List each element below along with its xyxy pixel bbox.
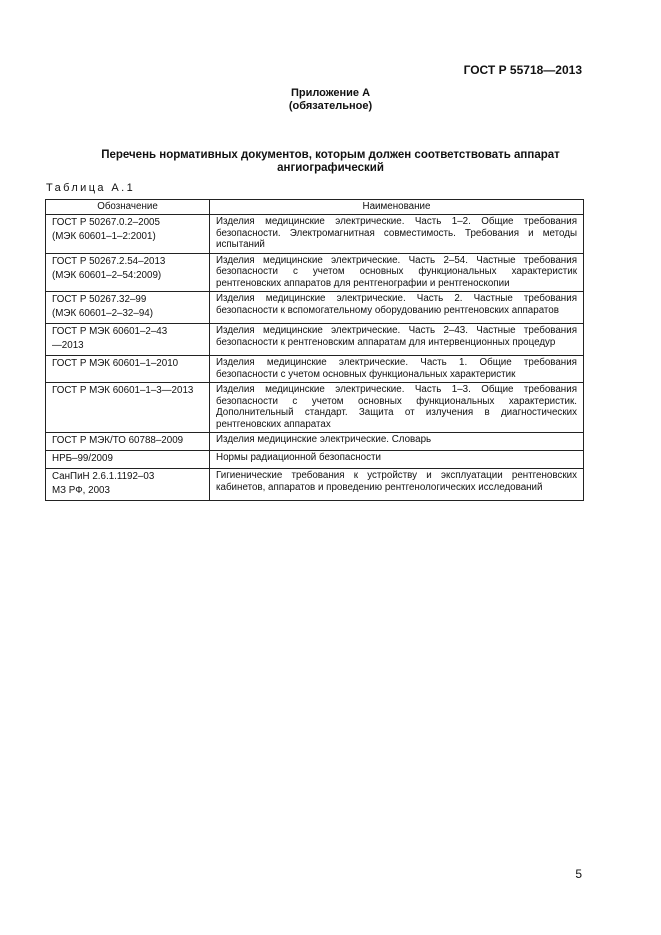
table-row	[46, 356, 584, 383]
designation-text: ГОСТ Р МЭК 60601–1–3—2013	[52, 385, 194, 396]
designation-cell	[46, 383, 210, 433]
designation-text: ГОСТ Р МЭК/ТО 60788–2009	[52, 435, 184, 446]
designation-text: (МЭК 60601–2–54:2009)	[52, 269, 162, 281]
table-row	[46, 469, 584, 501]
table-row	[46, 383, 584, 433]
document-code: ГОСТ Р 55718—2013	[463, 63, 582, 77]
document-title-line-1: Перечень нормативных документов, которым должен соответствовать аппарат	[101, 149, 560, 161]
designation-text: (МЭК 60601–1–2:2001)	[52, 231, 156, 242]
page-number: 5	[575, 867, 582, 881]
name-cell: Изделия медицинские электрические. Часть 2–54. Частные требования безопасности с учетом основных функциональных характеристик рентгеновских аппаратов для рентгенографии и рентгеноскопии	[210, 253, 584, 292]
designation-text: ГОСТ Р 50267.32–99	[52, 294, 147, 305]
table-row	[46, 253, 584, 292]
designation-cell	[46, 215, 210, 254]
table-row	[46, 324, 584, 356]
table-row	[46, 433, 584, 451]
designation-text: НРБ–99/2009	[52, 453, 113, 464]
designation-text: СанПиН 2.6.1.1192–03	[52, 471, 155, 482]
appendix-status: (обязательное)	[288, 100, 373, 112]
standards-table	[45, 199, 584, 501]
column-header-name: Наименование	[210, 200, 584, 215]
designation-cell	[46, 433, 210, 451]
table-label: Таблица А.1	[46, 182, 136, 194]
designation-cell	[46, 451, 210, 469]
name-cell: Изделия медицинские электрические. Часть 1. Общие требования безопасности с учетом основных функциональных характеристик	[210, 356, 584, 383]
appendix-heading	[0, 87, 661, 113]
designation-text: ГОСТ Р МЭК 60601–1–2010	[52, 358, 179, 369]
designation-text: ГОСТ Р 50267.2.54–2013	[52, 255, 166, 267]
column-header-designation: Обозначение	[46, 200, 210, 215]
designation-cell	[46, 469, 210, 501]
designation-text: МЗ РФ, 2003	[52, 485, 110, 496]
designation-cell	[46, 324, 210, 356]
name-cell: Изделия медицинские электрические. Часть 2–43. Частные требования безопасности к рентгеновским аппаратам для интервенционных процедур	[210, 324, 584, 356]
document-title	[60, 149, 601, 175]
table-row	[46, 215, 584, 254]
name-cell: Изделия медицинские электрические. Часть 1–3. Общие требования безопасности с учетом основных функциональных характеристик. Дополнительный стандарт. Защита от излучения в диагностических рентгеновских аппаратах	[210, 383, 584, 433]
table-header-row	[46, 200, 584, 215]
name-cell: Нормы радиационной безопасности	[210, 451, 584, 469]
designation-cell	[46, 356, 210, 383]
designation-text: ГОСТ Р МЭК 60601–2–43	[52, 326, 168, 337]
name-cell: Гигиенические требования к устройству и эксплуатации рентгеновских кабинетов, аппаратов и проведению рентгенологических исследований	[210, 469, 584, 501]
table-row	[46, 451, 584, 469]
table-row	[46, 292, 584, 324]
appendix-title: Приложение А	[290, 87, 371, 99]
designation-text: ГОСТ Р 50267.0.2–2005	[52, 217, 160, 228]
designation-cell	[46, 292, 210, 324]
name-cell: Изделия медицинские электрические. Часть 2. Частные требования безопасности к вспомогательному оборудованию рентгеновских аппаратов	[210, 292, 584, 324]
designation-text: (МЭК 60601–2–32–94)	[52, 308, 153, 319]
table-body	[46, 215, 584, 501]
name-cell: Изделия медицинские электрические. Часть 1–2. Общие требования безопасности. Электромагнитная совместимость. Требования и методы испытаний	[210, 215, 584, 254]
document-title-line-2: ангиографический	[277, 162, 384, 174]
name-cell: Изделия медицинские электрические. Словарь	[210, 433, 584, 451]
designation-text: —2013	[52, 340, 84, 351]
designation-cell	[46, 253, 210, 292]
